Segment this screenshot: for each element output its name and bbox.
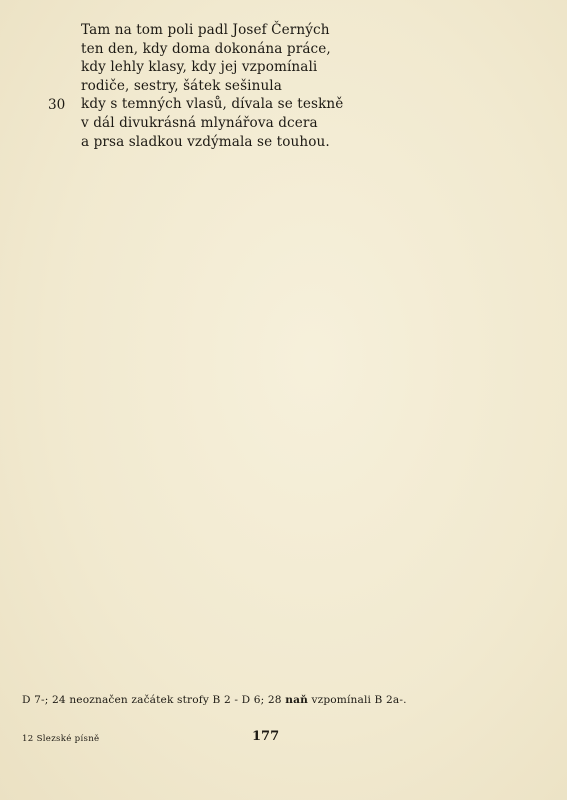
- running-footer: 12 Slezské písně: [22, 734, 100, 744]
- poem-line: kdy lehly klasy, kdy jej vzpomínali: [81, 59, 318, 76]
- poem-line: rodiče, sestry, šátek sešinula: [81, 77, 282, 94]
- poem-line: ten den, kdy doma dokonána práce,: [81, 40, 331, 57]
- poem-line: v dál divukrásná mlynářova dcera: [81, 114, 318, 131]
- poem-line: a prsa sladkou vzdýmala se touhou.: [81, 133, 330, 150]
- page-number: 177: [252, 729, 280, 744]
- footnote-text-end: vzpomínali B 2a-.: [307, 694, 407, 706]
- poem-line: kdy s temných vlasů, dívala se teskně: [81, 96, 344, 113]
- poem-stanza: [81, 21, 381, 151]
- footnote-bold-word: naň: [285, 694, 308, 706]
- footnote-apparatus: [22, 693, 407, 707]
- footnote-text-start: D 7-; 24 neoznačen začátek strofy B 2 - D 6; 28: [22, 694, 286, 706]
- poem-line: Tam na tom poli padl Josef Černých: [81, 22, 330, 38]
- verse-line-number: 30: [48, 97, 66, 113]
